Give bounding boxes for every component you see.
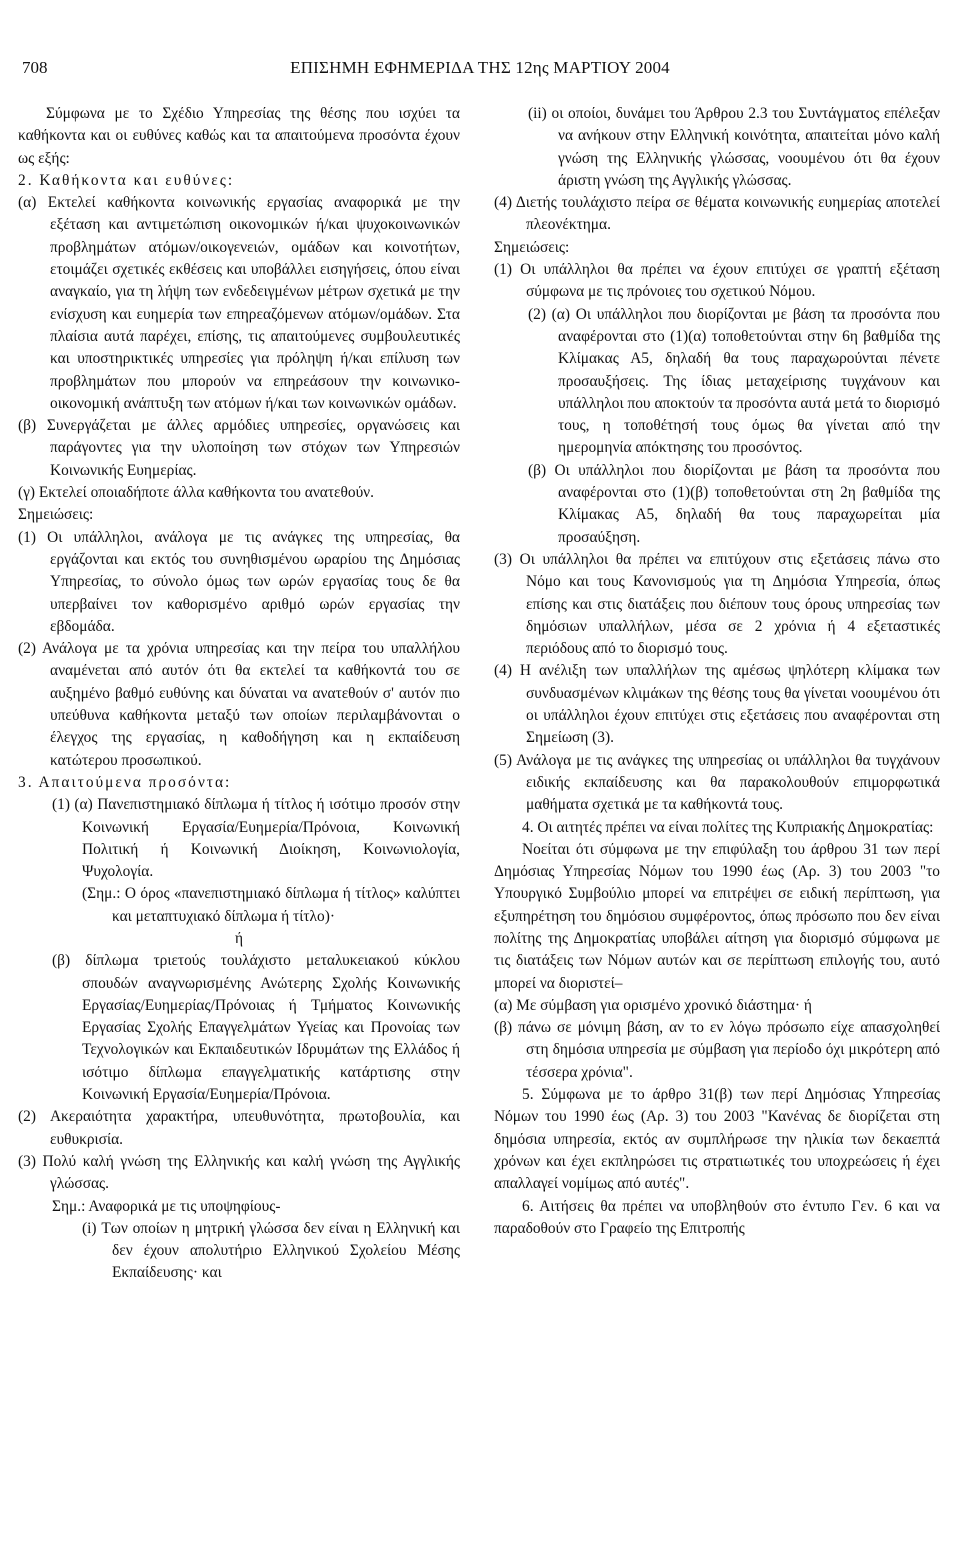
section-4-title: 4. Οι αιτητές πρέπει να είναι πολίτες της Κυπριακής Δημοκρατίας: (522, 818, 934, 836)
qualification-4: (4) Διετής τουλάχιστο πείρα σε θέματα κοινωνικής ευημερίας αποτελεί πλεονέκτημα. (494, 194, 940, 234)
qualification-3-note: Σημ.: Αναφορικά με τις υποψηφίους- (52, 1197, 281, 1215)
notes-title: Σημειώσεις: (18, 506, 94, 524)
page-number: 708 (22, 58, 48, 77)
note-r1: (1) Οι υπάλληλοι θα πρέπει να έχουν επιτύχει σε γραπτή εξέταση σύμφωνα με τις πρόνοιες του σχετικού Νόμου. (494, 261, 940, 301)
duty-a: (α) Εκτελεί καθήκοντα κοινωνικής εργασίας αναφορικά με την εξέταση και αντιμετώπιση οικονομικών ή/και ψυχοκοινωνικών προβλημάτων ατόμων/οικογενειών, ομάδων και κοινοτήτων, ετοιμάζει σχετικές εκθέσεις και υποβάλλει εισηγήσεις, όπου είναι αναγκαίο, για τη λήψη των ενδεδειγμένων μέτρων σχετικά με την ενίσχυση και ευημερία των επηρεαζόμενων ατόμων/ομάδων. Στα πλαίσια αυτά παρέχει, επίσης, τις απαιτούμενες συμβουλευτικές και υποστηρικτικές υπηρεσίες για πρόληψη ή/και επίλυση των προβλημάτων που μπορούν να επηρεάσουν την κοινωνικο-οικονομική ανάπτυξη των ατόμων ή/και των κοινωνικών ομάδων. (18, 194, 460, 412)
duty-b: (β) Συνεργάζεται με άλλες αρμόδιες υπηρεσίες, οργανώσεις και παράγοντες για την υλοποίηση των στόχων των Υπηρεσιών Κοινωνικής Ευημερίας. (18, 417, 460, 479)
qualification-2: (2) Ακεραιότητα χαρακτήρα, υπευθυνότητα, πρωτοβουλία, και ευθυκρισία. (18, 1108, 460, 1148)
note-r4: (4) Η ανέλιξη των υπαλλήλων της αμέσως ψηλότερη κλίμακα των συνδυασμένων κλιμάκων της θέσης τους θα γίνεται νοουμένου ότι οι υπάλληλοι έχουν επιτύχει στις εξετάσεις που αναφέρονται στη Σημείωση (3). (494, 662, 940, 747)
qualification-1a-note: (Σημ.: Ο όρος «πανεπιστημιακό δίπλωμα ή τίτλος» καλύπτει και μεταπτυχιακό δίπλωμα ή τίτλο)· (82, 885, 460, 925)
section-4-a: (α) Με σύμβαση για ορισμένο χρονικό διάστημα· ή (494, 996, 812, 1014)
intro-paragraph: Σύμφωνα με το Σχέδιο Υπηρεσίας της θέσης που ισχύει τα καθήκοντα και οι ευθύνες καθώς και τα απαιτούμενα προσόντα έχουν ως εξής: (18, 105, 460, 167)
note-r2b: (β) Οι υπάλληλοι που διορίζονται με βάση τα προσόντα που αναφέρονται στο (1)(β) τοποθετούνται στη 2η βαθμίδα της Κλίμακας Α5, δηλαδή θα τους παραχωρείται μία προσαύξηση. (528, 461, 940, 546)
page-header (0, 58, 960, 86)
qualification-1b: (β) δίπλωμα τριετούς τουλάχιστο μεταλυκειακού κύκλου σπουδών αναγνωρισμένης Ανώτερης Σχολής Κοινωνικής Εργασίας/Ευημερίας/Πρόνοιας ή Τμήματος Κοινωνικής Εργασίας Σχολής Επαγγελμάτων Υγείας και Προνοίας των Τεχνολογικών και Εκπαιδευτικών Ιδρυμάτων της Ελλάδος ή ισότιμο δίπλωμα επαγγελματικής κατάρτισης στην Κοινωνική Εργασία/Ευημερία/Πρόνοια. (52, 952, 460, 1104)
qualification-3-ii: (ii) οι οποίοι, δυνάμει του Άρθρου 2.3 του Συντάγματος επέλεξαν να ανήκουν στην Ελληνική κοινότητα, απαιτείται μόνο καλή γνώση της Ελληνικής γλώσσας, νοουμένου ότι θα έχουν άριστη γνώση της Αγγλικής γλώσσας. (528, 105, 940, 189)
duty-c: (γ) Εκτελεί οποιαδήποτε άλλα καθήκοντα του ανατεθούν. (18, 484, 374, 502)
note-r2a: (2) (α) Οι υπάλληλοι που διορίζονται με βάση τα προσόντα που αναφέρονται στο (1)(α) τοποθετούνται στην 6η βαθμίδα της Κλίμακας Α5, δηλαδή θα τους παραχωρούνται πένετε προσαυξήσεις. Της ίδιας μεταχείρισης τυγχάνουν και υπάλληλοι που αποκτούν τα προσόντα αυτά μετά το διορισμό τους, η τοποθέτησή τους όμως θα γίνεται από την ημερομηνία απόκτησης του προσόντος. (528, 305, 940, 457)
section-4-b: (β) πάνω σε μόνιμη βάση, αν το εν λόγω πρόσωπο είχε απασχοληθεί στη δημόσια υπηρεσία με σύμβαση για περίοδο όχι μικρότερη από τέσσερα χρόνια". (494, 1019, 940, 1081)
right-column (494, 103, 940, 1240)
qualification-3: (3) Πολύ καλή γνώση της Ελληνικής και καλή γνώση της Αγγλικής γλώσσας. (18, 1152, 460, 1193)
note-1: (1) Οι υπάλληλοι, ανάλογα με τις ανάγκες της υπηρεσίας, θα εργάζονται και εκτός του συνηθισμένου ωραρίου της Δημόσιας Υπηρεσίας, το σύνολο όμως των ωρών εργασίας τους δε θα υπερβαίνει τον καθορισμένο αριθμό ωρών εργασίας την εβδομάδα. (18, 528, 460, 635)
or-connector: ή (234, 929, 244, 947)
note-2: (2) Ανάλογα με τα χρόνια υπηρεσίας και την πείρα του υπαλλήλου αναμένεται από αυτόν ότι θα εκτελεί τα καθήκοντά του σε αυξημένο βαθμό ευθύνης και δύναται να ανατεθούν σ' αυτόν πιο υπεύθυνα καθήκοντα μεταξύ των οποίων περιλαμβάνονται ο έλεγχος της εργασίας, η καθοδήγηση και η εκπαίδευση κατώτερου προσωπικού. (18, 640, 460, 769)
left-column (18, 103, 460, 1285)
section-5: 5. Σύμφωνα με το άρθρο 31(β) των περί Δημόσιας Υπηρεσίας Νόμων του 1990 έως (Αρ. 3) του 2003 "Κανένας δε διορίζεται στη δημόσια υπηρεσία, εκτός αν συμπλήρωσε την ηλικία των δεκαεπτά χρόνων και έχει εκπληρώσει τις στρατιωτικές του υποχρεώσεις ή έχει απαλλαγεί νομίμως από αυτές". (494, 1086, 940, 1193)
section-3-title: 3. Απαιτούμενα προσόντα: (18, 773, 232, 791)
note-r3: (3) Οι υπάλληλοι θα πρέπει να επιτύχουν στις εξετάσεις πάνω στο Νόμο και τους Κανονισμούς για τη Δημόσια Υπηρεσία, όπως επίσης και στις διατάξεις που διέπουν τους όρους υπηρεσίας των δημόσιων υπαλλήλων, μέσα σε 2 χρόνια ή 4 εξεταστικές περιόδους από το διορισμό τους. (494, 550, 940, 658)
section-6: 6. Αιτήσεις θα πρέπει να υποβληθούν στο έντυπο Γεν. 6 και να παραδοθούν στο Γραφείο της Επιτροπής (494, 1197, 940, 1237)
section-4-text: Νοείται ότι σύμφωνα με την επιφύλαξη του άρθρου 31 των περί Δημόσιας Υπηρεσίας Νόμων του 1990 έως (Αρ. 3) του 2003 "το Υπουργικό Συμβούλιο μπορεί να επιτρέψει σε ειδική περίπτωση, για εξυπηρέτηση του δημόσιου συμφέροντος, όπως πρόσωπο που δεν είναι πολίτης της Δημοκρατίας υποβάλει αίτηση για διορισμό σύμφωνα με τις διατάξεις των Νόμων αυτών και σε περίπτωση επιλογής του, αυτό μπορεί να διοριστεί– (494, 840, 940, 992)
qualification-1a: (1) (α) Πανεπιστημιακό δίπλωμα ή τίτλος ή ισότιμο προσόν στην Κοινωνική Εργασία/Ευημερία/Πρόνοια, Κοινωνική Πολιτική ή Κοινωνική Διοίκηση, Κοινωνιολογία, Ψυχολογία. (52, 796, 460, 881)
qualification-3-i: (i) Των οποίων η μητρική γλώσσα δεν είναι η Ελληνική και δεν έχουν απολυτήριο Ελληνικού Σχολείου Μέσης Εκπαίδευσης· και (82, 1219, 460, 1282)
notes-title-2: Σημειώσεις: (494, 238, 570, 256)
gazette-title: ΕΠΙΣΗΜΗ ΕΦΗΜΕΡΙΔΑ ΤΗΣ 12ης ΜΑΡΤΙΟΥ 2004 (290, 58, 670, 77)
note-r5: (5) Ανάλογα με τις ανάγκες της υπηρεσίας οι υπάλληλοι θα τυγχάνουν ειδικής εκπαίδευσης και θα παρακολουθούν επιμορφωτικά μαθήματα σχετικά με τα καθήκοντά τους. (494, 751, 940, 814)
section-2-title: 2. Καθήκοντα και ευθύνες: (18, 171, 235, 189)
